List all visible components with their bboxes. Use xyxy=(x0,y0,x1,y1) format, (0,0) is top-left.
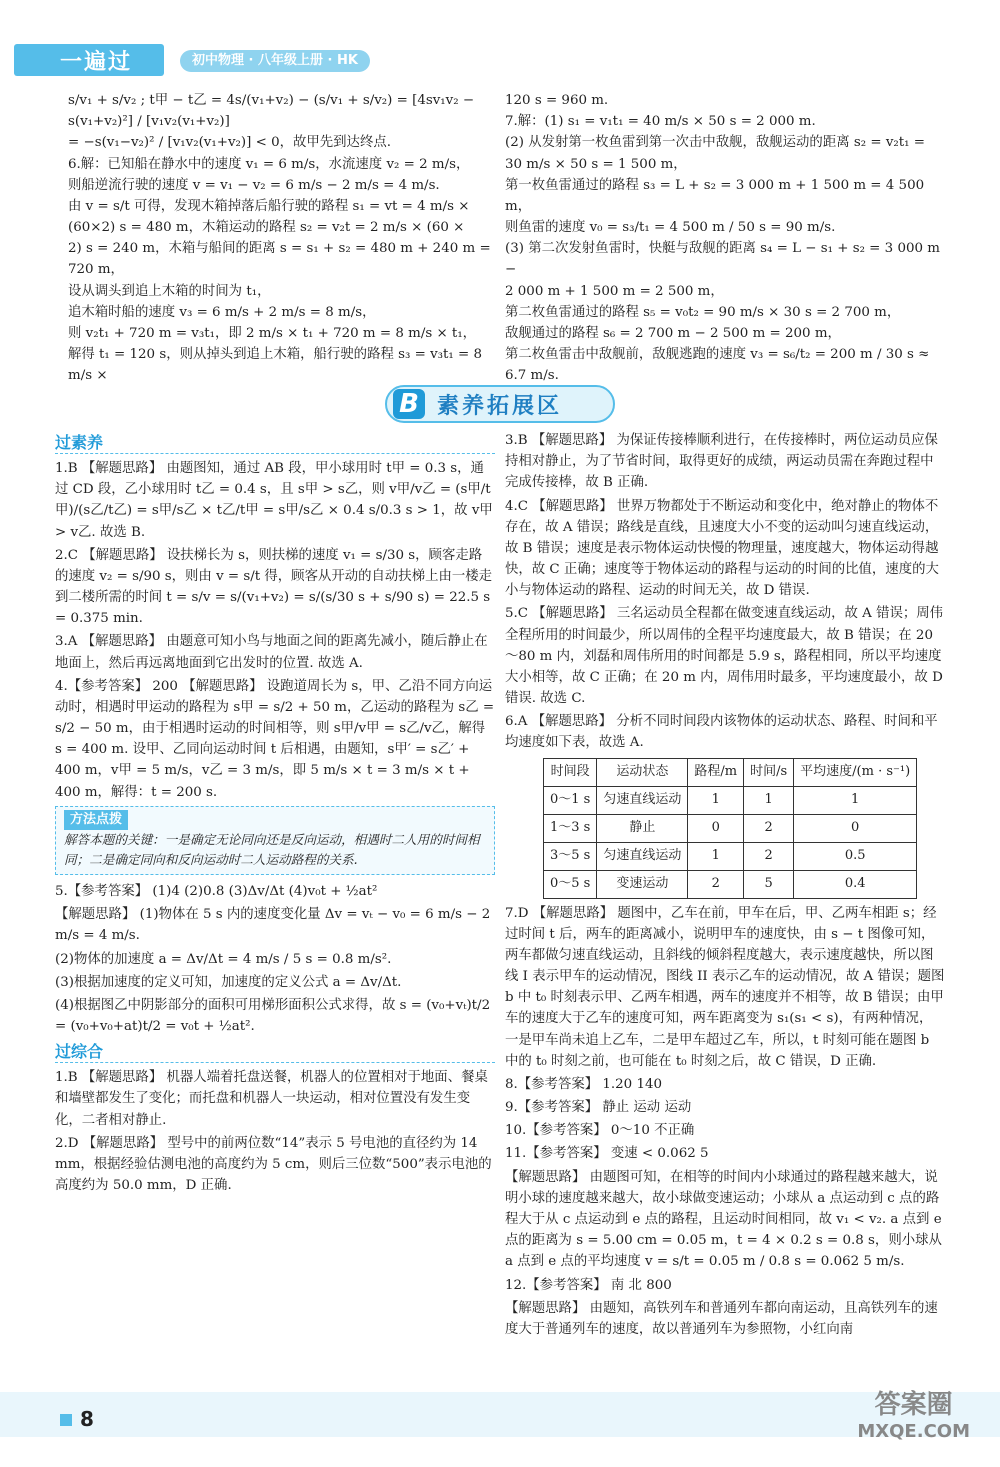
text-line: 设从调头到追上木箱的时间为 t₁， xyxy=(68,283,271,299)
text-line: 敌舰通过的路程 s₆ = 2 700 m − 2 500 m = 200 m， xyxy=(505,325,841,341)
section-heading-zonghe: 过综合 xyxy=(55,1039,495,1063)
table-row xyxy=(544,870,917,898)
answer-item: 5.C 【解题思路】 三名运动员全程都在做变速直线运动，故 A 错误；周伟全程所用的时间最少，所以周伟的全程平均速度最大，故 B 错误；在 20～80 m 内，刘磊和周伟所用的时间都是 5.9 s，路程相同，所以平均速度大小相等，故 C 正确；在 20 m 内，周伟用时最多，平均速度最小，故 D 错误. 故选 C. xyxy=(505,606,944,707)
text-line: 则 v₂t₁ + 720 m = v₃t₁，即 2 m/s × t₁ + 720 m = 8 m/s × t₁， xyxy=(68,325,477,341)
table-cell: 匀速直线运动 xyxy=(597,786,688,814)
text-line: 则船逆流行驶的速度 v = v₁ − v₂ = 6 m/s − 2 m/s = 4 m/s. xyxy=(68,177,440,193)
method-tip-title: 方法点拨 xyxy=(64,810,128,831)
answer-item: 2.C 【解题思路】 设扶梯长为 s，则扶梯的速度 v₁ = s/30 s，顾客走路的速度 v₂ = s/90 s，则由 v = s/t 得，顾客从开动的自动扶梯上由一楼走到二楼所需的时间 t = s/v = s/(v₁+v₂) = s/(s/30 s + s/90 s) = 22.5 s = 0.375 min. xyxy=(55,547,493,627)
answer-item: 6.A 【解题思路】 分析不同时间段内该物体的运动状态、路程、时间和平均速度如下表，故选 A. xyxy=(505,714,938,751)
answer-item: 【解题思路】 (1)物体在 5 s 内的速度变化量 Δv = vₜ − v₀ = 6 m/s − 2 m/s = 4 m/s. xyxy=(55,907,491,944)
table-header: 时间/s xyxy=(744,758,794,786)
text-line: (60×2) s = 480 m，木箱运动的路程 s₂ = v₂t = 2 m/s × (60 × xyxy=(68,220,465,236)
text-line: 2) s = 240 m，木箱与船间的距离 s = s₁ + s₂ = 480 m + 240 m = 720 m， xyxy=(68,241,491,278)
watermark-logo xyxy=(857,1390,970,1443)
table-cell: 1 xyxy=(794,786,917,814)
answer-item: 10.【参考答案】 0～10 不正确 xyxy=(505,1123,695,1139)
table-header: 平均速度/(m · s⁻¹) xyxy=(794,758,917,786)
header-subtitle: 初中物理 · 八年级上册 · HK xyxy=(180,50,370,72)
text-line: 则鱼雷的速度 v₀ = s₃/t₁ = 4 500 m / 50 s = 90 m/s. xyxy=(505,220,836,236)
table-cell: 2 xyxy=(744,814,794,842)
table-cell: 静止 xyxy=(597,814,688,842)
text-line: 第一枚鱼雷通过的路程 s₃ = L + s₂ = 3 000 m + 1 500 m = 4 500 m， xyxy=(505,177,925,214)
text-line: 120 s = 960 m. xyxy=(505,93,609,108)
page-number-text: 8 xyxy=(80,1407,94,1431)
table-row xyxy=(544,786,917,814)
text-line: 由 v = s/t 可得，发现木箱掉落后船行驶的路程 s₁ = vt = 4 m/s × xyxy=(68,198,470,214)
top-right-column xyxy=(505,90,945,386)
page-marker-icon xyxy=(60,1414,72,1426)
answer-item: 3.A 【解题思路】 由题意可知小鸟与地面之间的距离先减小，随后静止在地面上，然后再远离地面到它出发时的位置. 故选 A. xyxy=(55,634,488,671)
answer-item: 【解题思路】 由题知，高铁列车和普通列车都向南运动，且高铁列车的速度大于普通列车的速度，故以普通列车为参照物，小红向南 xyxy=(505,1300,938,1337)
section-letter: B xyxy=(393,389,425,419)
answer-item: (2)物体的加速度 a = Δv/Δt = 4 m/s / 5 s = 0.8 m/s². xyxy=(55,951,392,967)
table-cell: 0.5 xyxy=(794,842,917,870)
table-cell: 3～5 s xyxy=(544,842,597,870)
table-header: 运动状态 xyxy=(597,758,688,786)
footer-band xyxy=(0,1392,1000,1437)
text-line: 6.解：已知船在静水中的速度 v₁ = 6 m/s，水流速度 v₂ = 2 m/s， xyxy=(68,156,470,172)
answer-item: 1.B 【解题思路】 机器人端着托盘送餐，机器人的位置相对于地面、餐桌和墙壁都发生了变化；而托盘和机器人一块运动，相对位置没有发生变化，二者相对静止. xyxy=(55,1070,488,1128)
text-line: 追木箱时船的速度 v₃ = 6 m/s + 2 m/s = 8 m/s， xyxy=(68,304,376,320)
section-title: 素养拓展区 xyxy=(437,394,563,419)
table-cell: 2 xyxy=(688,870,744,898)
table-header: 路程/m xyxy=(688,758,744,786)
text-line: 7.解：(1) s₁ = v₁t₁ = 40 m/s × 50 s = 2 000 m. xyxy=(505,114,816,130)
table-cell: 2 xyxy=(744,842,794,870)
page-header xyxy=(0,40,1000,80)
section-banner xyxy=(385,385,615,423)
text-line: (3) 第二次发射鱼雷时，快艇与敌舰的距离 s₄ = L − s₁ + s₂ = 3 000 m − xyxy=(505,241,940,278)
table-cell: 0～1 s xyxy=(544,786,597,814)
right-column xyxy=(505,430,945,1342)
text-line: s/v₁ + s/v₂ ; t甲 − t乙 = 4s/(v₁+v₂) − (s/v₁ + s/v₂) = [4sv₁v₂ − s(v₁+v₂)²] / [v₁v₂(v₁+v₂)] xyxy=(68,93,475,130)
table-cell: 变速运动 xyxy=(597,870,688,898)
answer-item: 3.B 【解题思路】 为保证传接棒顺利进行，在传接棒时，两位运动员应保持相对静止，为了节省时间，取得更好的成绩，两运动员需在奔跑过程中完成传接棒，故 B 正确. xyxy=(505,433,938,491)
method-tip-box xyxy=(55,806,495,875)
answer-item: 9.【参考答案】 静止 运动 运动 xyxy=(505,1100,692,1116)
table-cell: 匀速直线运动 xyxy=(597,842,688,870)
motion-table xyxy=(543,758,917,899)
watermark-title: 答案圈 xyxy=(874,1390,953,1420)
watermark-url: MXQE.COM xyxy=(857,1421,970,1443)
answer-item: (4)根据图乙中阴影部分的面积可用梯形面积公式求得，故 s = (v₀+vₜ)t/2 = (v₀+v₀+at)t/2 = v₀t + ½at². xyxy=(55,997,491,1035)
table-row xyxy=(544,842,917,870)
answer-item: 8.【参考答案】 1.20 140 xyxy=(505,1076,663,1092)
table-cell: 0.4 xyxy=(794,870,917,898)
text-line: 30 m/s × 50 s = 1 500 m， xyxy=(505,156,687,172)
table-row xyxy=(544,814,917,842)
page-number xyxy=(60,1404,94,1436)
table-cell: 1 xyxy=(744,786,794,814)
table-cell: 0 xyxy=(688,814,744,842)
answer-item: 11.【参考答案】 变速 < 0.062 5 xyxy=(505,1146,709,1162)
answer-item: (3)根据加速度的定义可知，加速度的定义公式 a = Δv/Δt. xyxy=(55,974,402,990)
table-cell: 0 xyxy=(794,814,917,842)
answer-item: 12.【参考答案】 南 北 800 xyxy=(505,1277,672,1293)
table-cell: 1～3 s xyxy=(544,814,597,842)
left-column xyxy=(55,430,495,1198)
text-line: 第二枚鱼雷通过的路程 s₅ = v₀t₂ = 90 m/s × 30 s = 2 700 m， xyxy=(505,304,901,320)
table-cell: 0～5 s xyxy=(544,870,597,898)
answer-item: 【解题思路】 由题图可知，在相等的时间内小球通过的路程越来越大，说明小球的速度越来越大，故小球做变速运动；小球从 a 点运动到 c 点的路程大于从 c 点运动到 e 点的路程，且运动时间相同，故 v₁ < v₂. a 点到 e 点的距离为 s = 5.00 cm = 0.05 m，t = 4 × 0.2 s = 0.8 s，则小球从 a 点到 e 点的平均速度 v = s/t = 0.05 m / 0.8 s = 0.062 5 m/s. xyxy=(505,1169,942,1270)
table-cell: 1 xyxy=(688,786,744,814)
table-cell: 1 xyxy=(688,842,744,870)
table-header: 时间段 xyxy=(544,758,597,786)
text-line: 解得 t₁ = 120 s，则从掉头到追上木箱，船行驶的路程 s₃ = v₃t₁ = 8 m/s × xyxy=(68,347,483,384)
text-line: = −s(v₁−v₂)² / [v₁v₂(v₁+v₂)] < 0，故甲先到达终点. xyxy=(68,135,391,151)
text-line: (2) 从发射第一枚鱼雷到第一次击中敌舰，敌舰运动的距离 s₂ = v₂t₁ = xyxy=(505,135,925,151)
text-line: 2 000 m + 1 500 m = 2 500 m， xyxy=(505,283,724,299)
text-line: 第二枚鱼雷击中敌舰前，敌舰逃跑的速度 v₃ = s₆/t₂ = 200 m / 30 s ≈ 6.7 m/s. xyxy=(505,347,930,384)
answer-item: 4.C 【解题思路】 世界万物都处于不断运动和变化中，绝对静止的物体不存在，故 A 错误；路线是直线，且速度大小不变的运动叫匀速直线运动，故 B 错误；速度是表示物体运动快慢的物理量，速度越大，物体运动得越快，故 C 正确；速度等于物体运动的路程与运动的时间的比值，速度的大小与物体运动的路程、运动的时间无关，故 D 错误. xyxy=(505,498,939,599)
answer-item: 2.D 【解题思路】 型号中的前两位数“14”表示 5 号电池的直径约为 14 mm，根据经验估测电池的高度约为 5 cm，则后三位数“500”表示电池的高度约为 50.0 mm，D 正确. xyxy=(55,1135,492,1194)
table-header-row xyxy=(544,758,917,786)
answer-item: 7.D 【解题思路】 题图中，乙车在前，甲车在后，甲、乙两车相距 s；经过时间 t 后，两车的距离减小，说明甲车的速度快，由 s − t 图像可知，两车都做匀速直线运动，且斜线的倾斜程度越大，表示速度越快，所以图线 I 表示甲车的运动情况，图线 II 表示乙车的运动情况，故 A 错误；题图 b 中 t₀ 时刻表示甲、乙两车相遇，两车的速度并不相等，故 B 错误；由甲车的速度大于乙车的速度可知，两车距离变为 s₁(s₁ < s)，有两种情况，一是甲车尚未追上乙车，二是甲车超过乙车，所以，t 时刻可能在题图 b 中的 t₀ 时刻之前，也可能在 t₀ 时刻之后，故 C 错误，D 正确. xyxy=(505,905,945,1069)
answer-item: 1.B 【解题思路】 由题图知，通过 AB 段，甲小球用时 t甲 = 0.3 s，通过 CD 段，乙小球用时 t乙 = 0.4 s，且 s甲 > s乙，则 v甲/v乙 = (s甲/t甲)/(s乙/t乙) = s甲/s乙 × t乙/t甲 = s甲/s乙 × 0.4 s/0.3 s > 1，故 v甲 > v乙. 故选 B. xyxy=(55,461,493,540)
section-heading-suyang: 过素养 xyxy=(55,430,495,454)
top-left-column xyxy=(68,90,493,386)
answer-item: 5.【参考答案】 (1)4 (2)0.8 (3)Δv/Δt (4)v₀t + ½at² xyxy=(55,884,378,900)
brand-logo: 一遍过 xyxy=(60,50,133,75)
answer-item: 4.【参考答案】 200 【解题思路】 设跑道周长为 s，甲、乙沿不同方向运动时，相遇时甲运动的路程为 s甲 = s/2 + 50 m，乙运动的路程为 s乙 = s/2 − 50 m，由于相遇时运动的时间相等，则 s甲/v甲 = s乙/v乙，解得 s = 400 m. 设甲、乙同向运动时间 t 后相遇，由题知，s甲′ = s乙′ + 400 m，v甲 = 5 m/s，v乙 = 3 m/s，即 5 m/s × t = 3 m/s × t + 400 m，解得：t = 200 s. xyxy=(55,678,495,800)
table-cell: 5 xyxy=(744,870,794,898)
method-tip-text: 解答本题的关键：一是确定无论同向还是反向运动，相遇时二人用的时间相同；二是确定同向和反向运动时二人运动路程的关系. xyxy=(64,832,480,868)
